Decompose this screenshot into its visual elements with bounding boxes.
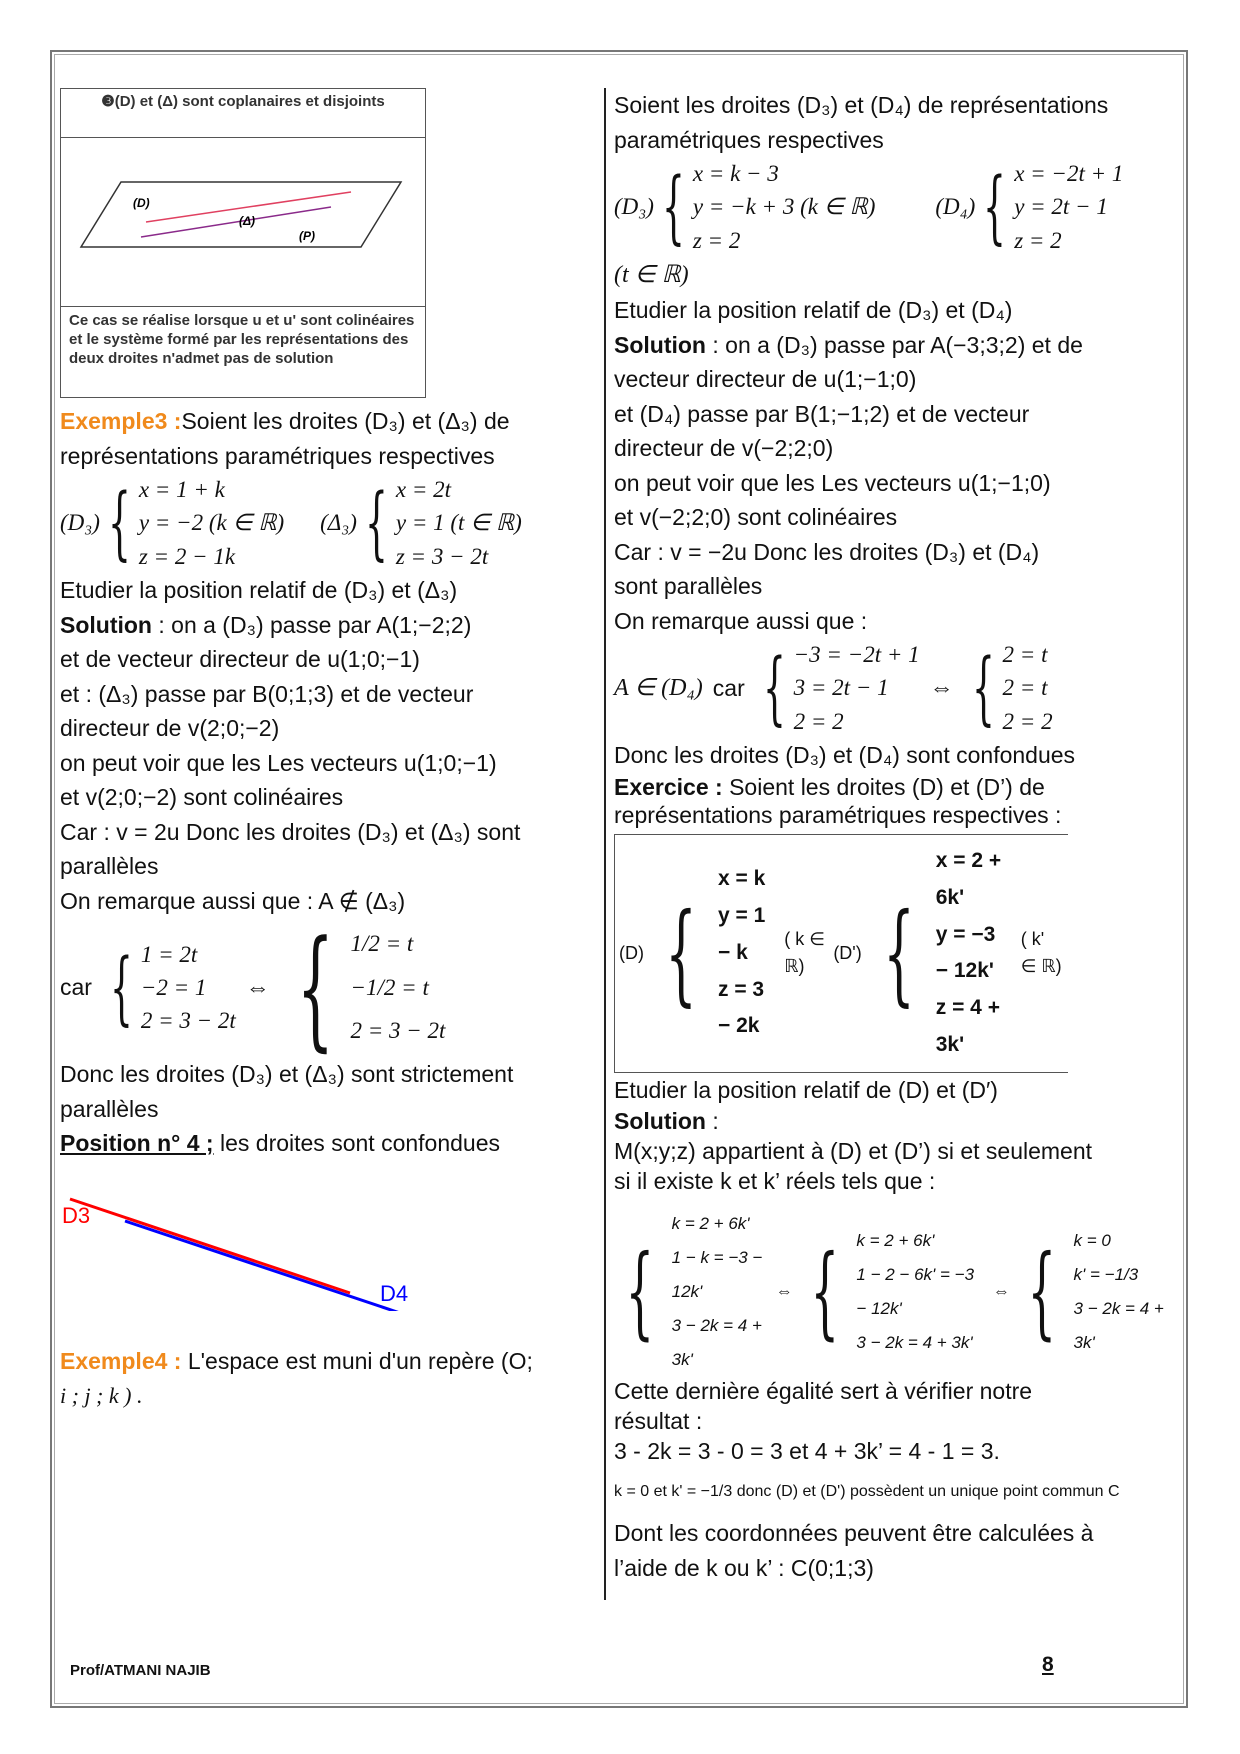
coords-1: Dont les coordonnées peuvent être calculées à: [614, 1520, 1094, 1547]
system-delta3: [320, 473, 522, 573]
example3-solution-5: on peut voir que les Les vecteurs u(1;0;−1): [60, 749, 497, 776]
solution-label: Solution: [614, 1108, 706, 1135]
brace-icon: {: [1027, 1232, 1057, 1350]
brace-icon: {: [296, 911, 334, 1064]
right-solution-8: sont parallèles: [614, 573, 763, 600]
car-label: car: [60, 974, 92, 1001]
page-number: 8: [1042, 1653, 1054, 1676]
label-d4: D4: [380, 1280, 409, 1306]
right-solution-6: et v(−2;2;0) sont colinéaires: [614, 504, 898, 531]
system-d3-right: [614, 157, 875, 257]
exercise-text: Soient les droites (D) et (D’) de: [722, 773, 1045, 800]
d4-line-x: x = −2t + 1: [1014, 161, 1124, 186]
system-d3: [60, 473, 284, 573]
figure-header: ❸(D) et (Δ) sont coplanaires et disjoints: [61, 89, 425, 138]
s3-line-3: 3 − 2k = 4 + 3k': [1073, 1298, 1164, 1352]
brace-icon: {: [762, 641, 786, 735]
label-delta: (Δ): [239, 214, 256, 228]
brace-icon: {: [109, 940, 133, 1034]
exercise-solution-1: M(x;y;z) appartient à (D) et (D’) si et seulement: [614, 1137, 1093, 1164]
example4-intro: [60, 1344, 594, 1379]
sysB-line-2: −1/2 = t: [350, 974, 429, 1000]
coplanar-figure: [60, 88, 426, 398]
position4-label: Position n° 4 ;: [60, 1130, 214, 1157]
delta3-name: (Δ₃): [320, 510, 357, 536]
system-d4: [935, 157, 1123, 257]
delta3-line-z: z = 3 − 2t: [395, 543, 489, 569]
sysA-line-3: 2 = 2: [793, 708, 844, 734]
figure-caption: Ce cas se réalise lorsque u et u' sont colinéaires et le système formé par les représentations des deux droites n'admet pas de solution: [61, 306, 425, 397]
s3-line-1: k = 0: [1073, 1230, 1111, 1250]
right-solution-5: on peut voir que les Les vecteurs u(1;−1;0): [614, 469, 1051, 496]
brace-icon: {: [661, 160, 685, 254]
author: Prof/ATMANI NAJIB: [70, 1662, 211, 1679]
delta3-line-y: y = 1 (t ∈ ℝ): [395, 510, 522, 536]
sysB-line-1: 1/2 = t: [350, 931, 414, 957]
dp-line-y: y = −3 − 12k': [935, 922, 996, 983]
label-d: (D): [133, 196, 150, 210]
brace-icon: {: [883, 889, 915, 1018]
exercise-systems-box: [614, 834, 1068, 1073]
brace-icon: {: [665, 889, 697, 1018]
d-domain: ( k ∈ ℝ): [784, 929, 825, 977]
d3-line-z: z = 2 − 1k: [138, 543, 236, 569]
exercise-conclusion: k = 0 et k' = −1/3 donc (D) et (D') possèdent un unique point commun C: [614, 1483, 1120, 1501]
example3-solution-7: Car : v = 2u Donc les droites (D₃) et (Δ₃) sont: [60, 818, 521, 845]
example3-conclusion-2: parallèles: [60, 1095, 159, 1122]
exercise-intro-2: représentations paramétriques respectives :: [614, 802, 1062, 829]
s2-line-3: 3 − 2k = 4 + 3k': [856, 1332, 973, 1352]
s1-line-1: k = 2 + 6k': [671, 1213, 750, 1233]
sysA-line-1: 1 = 2t: [140, 941, 198, 967]
example3-solution-2: et de vecteur directeur de u(1;0;−1): [60, 646, 420, 673]
right-study: Etudier la position relatif de (D₃) et (D₄): [614, 297, 1013, 324]
d4-line-y: y = 2t − 1: [1014, 194, 1108, 220]
d-name: (D): [619, 942, 644, 963]
solution-label: Solution: [614, 331, 706, 358]
position4-text: les droites sont confondues: [213, 1130, 500, 1157]
example3-intro-text: Soient les droites (D₃) et (Δ₃) de: [181, 408, 510, 434]
verify-3: 3 - 2k = 3 - 0 = 3 et 4 + 3k’ = 4 - 1 = 3.: [614, 1437, 1000, 1464]
d3-name: (D₃): [60, 510, 100, 536]
sysB-line-3: 2 = 2: [1002, 708, 1053, 734]
brace-icon: {: [364, 476, 388, 570]
dp-line-x: x = 2 + 6k': [935, 849, 1002, 909]
confounded-lines-diagram: [60, 1161, 594, 1311]
solution-text: : on a (D₃) passe par A(1;−2;2): [151, 611, 472, 638]
dp-line-z: z = 4 + 3k': [935, 996, 1000, 1056]
sysB-line-2: 2 = t: [1002, 675, 1048, 701]
example3-title: Exemple3 :: [60, 408, 182, 434]
d3-line-y: y = −2 (k ∈ ℝ): [138, 510, 285, 536]
right-systems: [614, 157, 1164, 257]
exercise-solution-2: si il existe k et k’ réels tels que :: [614, 1167, 936, 1194]
example3-car-system: [60, 911, 594, 1064]
right-solution-7: Car : v = −2u Donc les droites (D₃) et (D₄): [614, 538, 1040, 565]
s1-line-3: 3 − 2k = 4 + 3k': [671, 1315, 762, 1369]
s2-line-2: 1 − 2 − 6k' = −3 − 12k': [856, 1264, 975, 1318]
a-in-d4: A ∈ (D₄): [614, 675, 703, 702]
dp-domain: ( k' ∈ ℝ): [1020, 929, 1062, 977]
right-column: [614, 88, 1164, 1585]
d-line-z: z = 3 − 2k: [718, 977, 765, 1038]
right-solution-1: [614, 328, 1164, 363]
d3-line-x: x = k − 3: [692, 161, 779, 186]
right-solution-4: directeur de v(−2;2;0): [614, 435, 834, 462]
position4-heading: [60, 1126, 594, 1161]
example3-solution-4: directeur de v(2;0;−2): [60, 715, 280, 742]
example3-solution-3: et : (Δ₃) passe par B(0;1;3) et de vecteur: [60, 680, 474, 707]
exercise-study: Etudier la position relatif de (D) et (D′): [614, 1076, 998, 1103]
d-line-y: y = 1 − k: [718, 904, 766, 964]
verify-2: résultat :: [614, 1407, 703, 1434]
brace-icon: {: [971, 641, 995, 735]
t-domain: (t ∈ ℝ): [614, 262, 689, 289]
right-conclusion: Donc les droites (D₃) et (D₄) sont confondues: [614, 742, 1076, 769]
equivalence-icon: ⇔: [245, 974, 270, 1001]
label-p: (P): [299, 229, 315, 243]
delta3-line-x: x = 2t: [395, 477, 451, 502]
d3-name: (D₃): [614, 194, 654, 220]
label-d3: D3: [62, 1202, 91, 1228]
sysA-line-2: 3 = 2t − 1: [793, 675, 889, 701]
car-label: car: [712, 674, 745, 701]
d3-line-x: x = 1 + k: [138, 477, 225, 502]
example3-study: Etudier la position relatif de (D₃) et (Δ₃): [60, 577, 458, 604]
sysA-line-1: −3 = −2t + 1: [793, 642, 920, 668]
solution-label: Solution: [60, 611, 152, 638]
s2-line-1: k = 2 + 6k': [856, 1230, 935, 1250]
example3-intro: [60, 404, 594, 439]
example3-solution-6: et v(2;0;−2) sont colinéaires: [60, 784, 344, 811]
exercise-solution-label: [614, 1107, 1164, 1137]
s3-line-2: k' = −1/3: [1073, 1264, 1139, 1284]
exercise-label: Exercice :: [614, 773, 723, 800]
right-intro-2: paramétriques respectives: [614, 126, 884, 153]
sysA-line-3: 2 = 3 − 2t: [140, 1008, 236, 1034]
right-remark: On remarque aussi que :: [614, 607, 868, 634]
exercise-resolution: [614, 1207, 1164, 1377]
brace-icon: {: [625, 1232, 655, 1350]
example3-systems: [60, 473, 594, 573]
example4-basis: i ; j ; k ) .: [60, 1382, 143, 1408]
brace-icon: {: [983, 160, 1007, 254]
example4-text: L'espace est muni d'un repère (O;: [181, 1348, 533, 1375]
example3-conclusion-1: Donc les droites (D₃) et (Δ₃) sont strictement: [60, 1061, 514, 1088]
plane-diagram: [61, 137, 425, 317]
verify-1: Cette dernière égalité sert à vérifier notre: [614, 1377, 1033, 1404]
d4-name: (D₄): [935, 194, 976, 220]
d3-line-y: y = −k + 3 (k ∈ ℝ): [692, 194, 876, 220]
example3-intro-2: représentations paramétriques respectives: [60, 442, 495, 469]
d-line-x: x = k: [718, 867, 766, 891]
dp-name: (D'): [833, 942, 862, 963]
example3-solution-8: parallèles: [60, 853, 159, 880]
exercise-intro: [614, 773, 1164, 802]
equivalence-icon: ⇔: [992, 1281, 1010, 1301]
example3-solution-1: [60, 608, 594, 643]
coords-2: l’aide de k ou k’ : C(0;1;3): [614, 1554, 874, 1581]
left-column: [60, 88, 594, 1412]
example4-title: Exemple4 :: [60, 1348, 182, 1375]
sysB-line-1: 2 = t: [1002, 642, 1048, 668]
s1-line-2: 1 − k = −3 − 12k': [671, 1247, 763, 1301]
equivalence-icon: ⇔: [775, 1281, 793, 1301]
right-intro-1: Soient les droites (D₃) et (D₄) de représentations: [614, 92, 1109, 118]
d3-line-z: z = 2: [692, 227, 741, 253]
sysA-line-2: −2 = 1: [140, 974, 207, 1000]
right-solution-3: et (D₄) passe par B(1;−1;2) et de vecteur: [614, 400, 1030, 427]
equivalence-icon: ⇔: [929, 675, 954, 702]
d4-line-z: z = 2: [1014, 227, 1062, 253]
example3-remark: On remarque aussi que : A ∉ (Δ₃): [60, 887, 406, 914]
brace-icon: {: [810, 1232, 839, 1350]
right-car-system: [614, 638, 1164, 738]
column-divider: [604, 88, 606, 1600]
solution-text: : on a (D₃) passe par A(−3;3;2) et de: [705, 331, 1083, 358]
brace-icon: {: [107, 476, 131, 570]
line-d4: [125, 1221, 400, 1311]
solution-colon: :: [705, 1108, 719, 1135]
line-d3: [70, 1199, 350, 1293]
right-solution-2: vecteur directeur de u(1;−1;0): [614, 366, 917, 393]
sysB-line-3: 2 = 3 − 2t: [350, 1018, 446, 1044]
